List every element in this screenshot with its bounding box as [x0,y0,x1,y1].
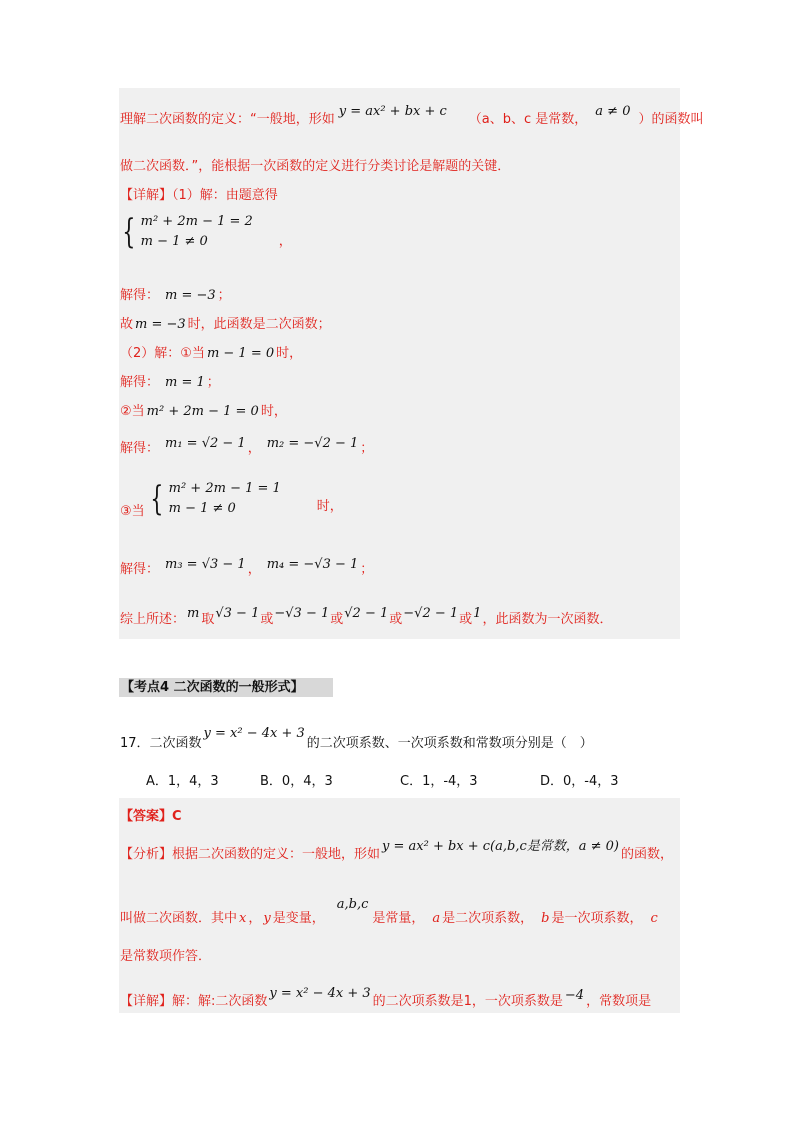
text: 故 [120,317,134,332]
text: 解得： [120,562,160,577]
formula: −√3 − 1 [274,606,330,621]
case-1-line [120,342,302,361]
equation-system-2 [146,479,343,519]
brace-icon: { [150,479,164,519]
system-row: m² + 2m − 1 = 2 [140,214,253,229]
text: 解得： [120,441,160,456]
option-c[interactable]: C．1，-4，3 [400,774,478,789]
text: （2）解：①当 [120,346,205,361]
formula: y = x² − 4x + 3 [203,726,305,741]
detail-heading [120,184,278,203]
formula: m − 1 = 0 [206,346,275,361]
formula: m = −3 [135,317,186,332]
conclusion-line-1 [120,313,331,332]
text: 【分析】根据二次函数的定义：一般地，形如 [120,847,381,862]
formula: −√2 − 1 [403,606,459,621]
question-text: 的二次项系数、一次项系数和常数项分别是（ ） [306,736,593,751]
text: ， [248,911,262,926]
text: 的二次项系数是1，一次项系数是 [372,994,563,1009]
text: 是一次项系数， [551,911,643,926]
formula: m = −3 [165,288,216,303]
solve-line-4 [120,558,373,577]
answer-text: 【答案】C [120,809,182,824]
formula: a,b,c [336,897,369,912]
system-row: m − 1 ≠ 0 [168,501,236,516]
text: 是二次项系数， [442,911,534,926]
option-a[interactable]: A．1，4，3 [146,774,219,789]
case-2-line [120,400,287,419]
analysis-line-1 [120,839,674,862]
text: 或 [459,612,473,627]
formula: m₂ = −√2 − 1 [266,436,359,451]
formula: b [541,911,550,926]
case-3-line [120,500,145,519]
equation-system-1 [118,212,292,252]
formula: a [432,911,441,926]
text: 取 [201,612,215,627]
text: 或 [260,612,274,627]
formula: c [650,911,658,926]
text: ； [360,441,374,456]
text: 时， [276,346,303,361]
answer-line [120,805,182,824]
formula: m² + 2m − 1 = 0 [146,404,259,419]
formula: m [187,606,200,621]
formula: y = ax² + bx + c [338,104,447,119]
text: ； [360,562,374,577]
text: ②当 [120,404,145,419]
formula: y = ax² + bx + c(a,b,c是常数，a ≠ 0) [382,839,619,854]
text: 或 [389,612,403,627]
question-17 [120,726,593,751]
text: ； [217,288,231,303]
text: ，此函数为一次函数． [482,612,613,627]
formula: √2 − 1 [344,606,389,621]
formula: m₃ = √3 − 1 [165,557,246,572]
text: ，常数项是 [586,994,652,1009]
definition-line-1 [120,104,704,127]
text: ， [247,562,261,577]
definition-line-2 [120,155,510,174]
text: 解得： [120,375,160,390]
formula: x [239,911,247,926]
solution-block-bottom [119,798,680,1013]
formula: √3 − 1 [215,606,260,621]
text: 是变量， [272,911,325,926]
question-text: 17．二次函数 [120,736,202,751]
text: ③当 [120,504,145,519]
text: 的函数， [621,847,674,862]
formula: m₁ = √2 − 1 [165,436,246,451]
solve-line-1 [120,284,231,303]
formula: −4 [564,988,585,1003]
analysis-line-2 [120,897,660,926]
text: 时， [260,404,287,419]
summary-line [120,608,612,627]
formula: y [263,911,271,926]
text: 综上所述： [120,612,186,627]
text: 理解二次函数的定义：“一般地，形如 [120,112,335,127]
analysis-line-3 [120,945,211,964]
text: 是常量， [372,911,425,926]
text: ； [206,375,220,390]
solve-line-2 [120,371,220,390]
text: ）的函数叫 [638,112,704,127]
system-row: m² + 2m − 1 = 1 [168,481,281,496]
option-b[interactable]: B．0，4，3 [260,774,333,789]
text: ， [247,441,261,456]
text: 或 [330,612,344,627]
text: 解得： [120,288,160,303]
text: ， [278,233,292,249]
text: 时， [316,498,343,514]
system-row: m − 1 ≠ 0 [140,234,208,249]
formula: a ≠ 0 [595,104,631,119]
formula: m = 1 [165,375,205,390]
formula: y = x² − 4x + 3 [269,986,371,1001]
option-d[interactable]: D．0，-4，3 [540,774,619,789]
text: 【详解】解：解:二次函数 [120,994,268,1009]
detail-line [120,986,652,1009]
formula: 1 [473,606,482,621]
formula: m₄ = −√3 − 1 [266,557,359,572]
text: （a、b、c 是常数， [468,112,588,127]
text: 时，此函数是二次函数； [187,317,331,332]
section-title: 【考点4 二次函数的一般形式】 [119,678,333,697]
text: 【详解】（1）解：由题意得 [120,188,278,203]
solve-line-3 [120,437,373,456]
text: 叫做二次函数．其中 [120,911,238,926]
text: 做二次函数．”，能根据一次函数的定义进行分类讨论是解题的关键． [120,159,511,174]
brace-icon: { [122,212,136,252]
text: 是常数项作答． [120,949,212,964]
